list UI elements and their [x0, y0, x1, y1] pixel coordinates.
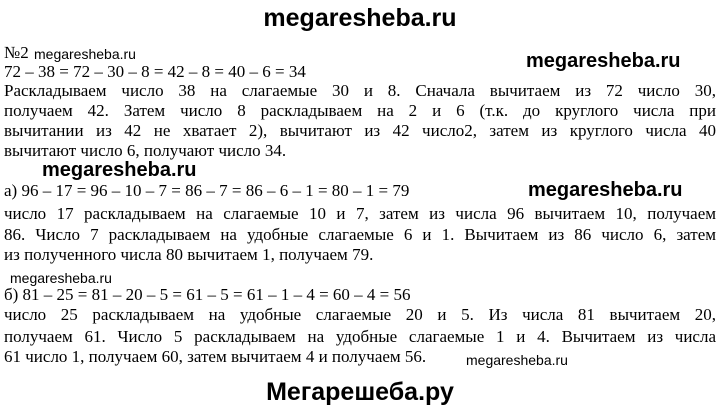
- part-b-line-3: 61 число 1, получаем 60, затем вычитаем 4 и получаем 56.: [4, 347, 427, 366]
- watermark-header: megaresheba.ru: [263, 4, 457, 32]
- part-b-line-2: получаем 61. Число 5 раскладываем на удобные слагаемые 1 и 4. Вычитаем из числа: [4, 327, 716, 346]
- watermark-left-2: megaresheba.ru: [42, 159, 197, 181]
- watermark-small-1: megaresheba.ru: [34, 46, 136, 62]
- part-b-line-1: число 25 раскладываем на удобные слагаемые 20 и 5. Из числа 81 вычитаем 20,: [4, 305, 716, 324]
- watermark-right-2: megaresheba.ru: [528, 179, 683, 201]
- equation-a: а) 96 – 17 = 96 – 10 – 7 = 86 – 7 = 86 – 6 – 1 = 80 – 1 = 79: [4, 181, 410, 200]
- watermark-small-3: megaresheba.ru: [466, 352, 568, 368]
- explanation-line-3: вычитании из 42 не хватает 2), вычитают из 42 число2, затем из круглого числа 40: [4, 121, 716, 140]
- watermark-right-1: megaresheba.ru: [526, 50, 681, 72]
- explanation-line-1: Раскладываем число 38 на слагаемые 30 и 8. Сначала вычитаем из 72 число 30,: [4, 81, 716, 100]
- watermark-footer: Мегарешеба.ру: [266, 378, 454, 406]
- equation-b: б) 81 – 25 = 81 – 20 – 5 = 61 – 5 = 61 – 1 – 4 = 60 – 4 = 56: [4, 285, 411, 304]
- equation-main: 72 – 38 = 72 – 30 – 8 = 42 – 8 = 40 – 6 = 34: [4, 62, 306, 81]
- part-a-line-2: 86. Число 7 раскладываем на удобные слагаемые 6 и 1. Вычитаем из 86 число 6, затем: [4, 225, 716, 244]
- part-a-line-1: число 17 раскладываем на слагаемые 10 и 7, затем из числа 96 вычитаем 10, получаем: [4, 204, 716, 223]
- part-a-line-3: из полученного числа 80 вычитаем 1, получаем 79.: [4, 245, 374, 264]
- explanation-line-2: получаем 42. Затем число 8 раскладываем на 2 и 6 (т.к. до круглого числа при: [4, 101, 716, 120]
- watermark-small-2: megaresheba.ru: [10, 270, 112, 286]
- task-number: №2: [4, 43, 29, 62]
- explanation-line-4: вычитают число 6, получают число 34.: [4, 141, 287, 160]
